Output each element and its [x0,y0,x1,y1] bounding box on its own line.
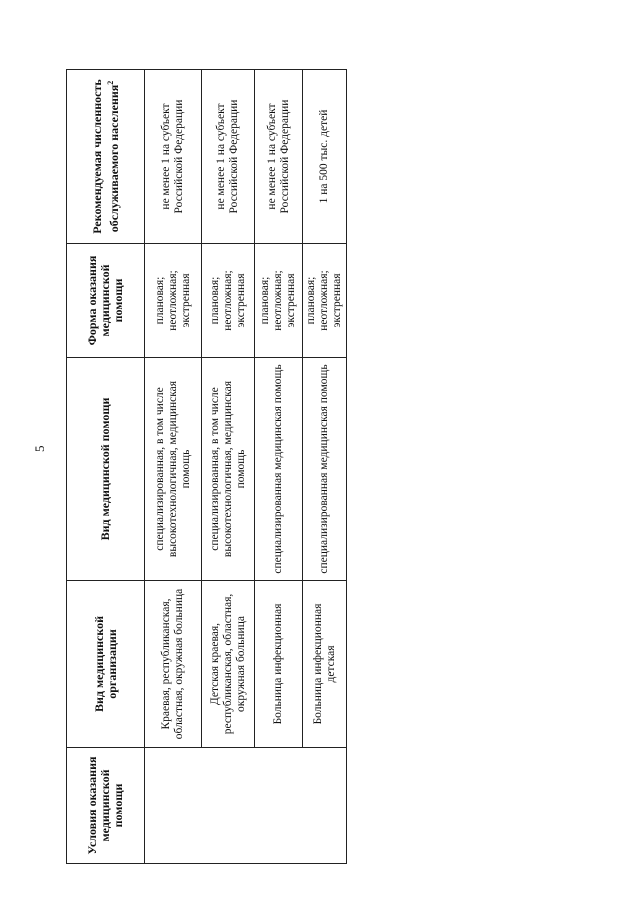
cell-population: 1 на 500 тыс. детей [303,70,347,244]
rotated-table-wrapper [66,70,341,864]
cell-organization: Больница инфекционная детская [303,581,347,748]
cell-care-form: плановая; неотложная; экстренная [303,244,347,358]
cell-organization: Краевая, республиканская, областная, окружная больница [145,581,202,748]
cell-care-form: плановая; неотложная; экстренная [145,244,202,358]
cell-care-form: плановая; неотложная; экстренная [202,244,255,358]
table-row [145,70,202,864]
cell-care-type: специализированная медицинская помощь [255,358,303,581]
table-row [303,70,347,864]
page-number: 5 [32,445,47,452]
header-organization: Вид медицинской организации [67,581,145,748]
cell-population: не менее 1 на субъект Российской Федерации [255,70,303,244]
cell-care-form: плановая; неотложная; экстренная [255,244,303,358]
footnote-marker: 2 [105,80,115,85]
header-care-form: Форма оказания медицинской помощи [67,244,145,358]
cell-care-type: специализированная, в том числе высокотехнологичная, медицинская помощь [145,358,202,581]
conditions-cell [145,748,347,864]
cell-population: не менее 1 на субъект Российской Федерации [145,70,202,244]
header-population-text: Рекомендуемая численность обслуживаемого населения [89,79,121,234]
cell-organization: Детская краевая, республиканская, областная, окружная больница [202,581,255,748]
table-row [255,70,303,864]
cell-care-type: специализированная, в том числе высокотехнологичная, медицинская помощь [202,358,255,581]
header-conditions: Условия оказания медицинской помощи [67,748,145,864]
cell-care-type: специализированная медицинская помощь [303,358,347,581]
header-care-type: Вид медицинской помощи [67,358,145,581]
cell-organization: Больница инфекционная [255,581,303,748]
header-population [67,70,145,244]
medical-organizations-table [66,69,347,864]
cell-population: не менее 1 на субъект Российской Федерации [202,70,255,244]
table-row [202,70,255,864]
table-header-row [67,70,145,864]
